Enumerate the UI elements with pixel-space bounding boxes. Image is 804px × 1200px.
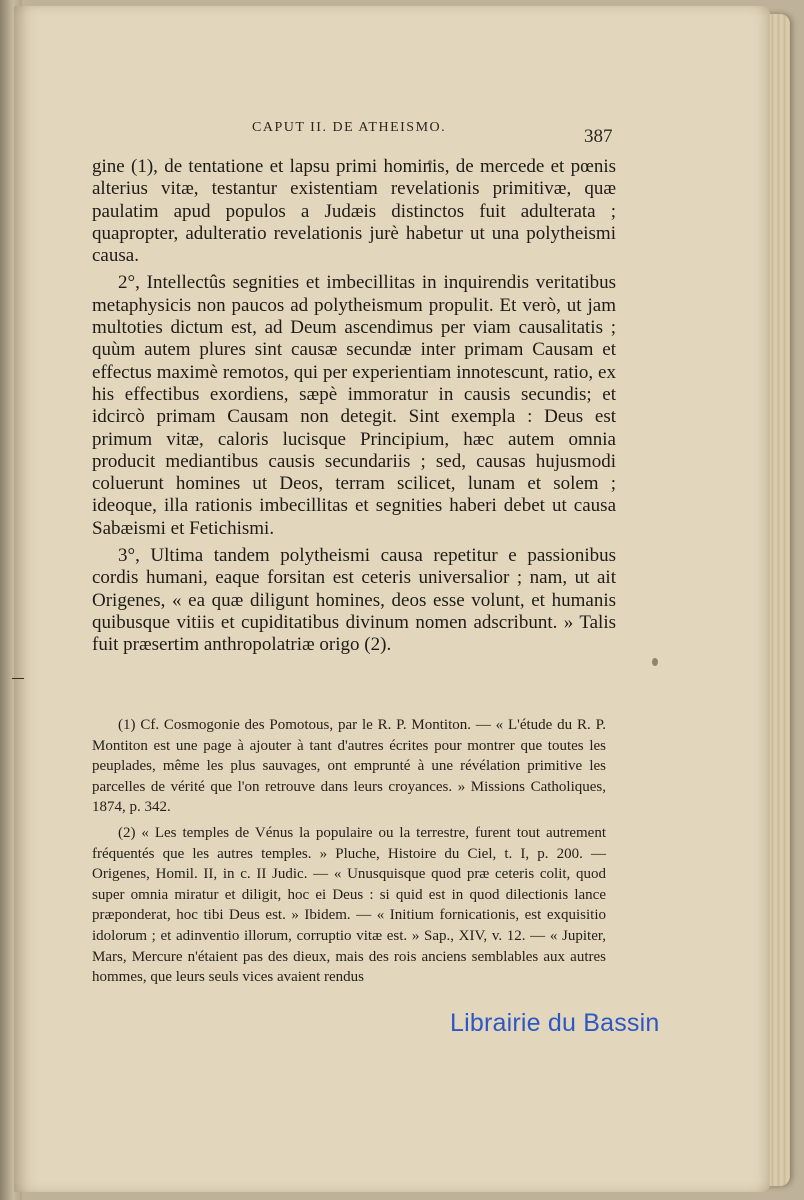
paper-spot	[652, 658, 658, 666]
body-text	[92, 156, 616, 657]
page-number: 387	[584, 126, 613, 147]
running-head: CAPUT II. DE ATHEISMO.	[252, 120, 447, 135]
paragraph-continued: gine (1), de tentatione et lapsu primi hominis, de mercede et pœnis alterius vitæ, testantur existentiam revelationis primitivæ, quæ paulatim apud populos a Judæis distinctos fuit adulterata ; quapropter, adulteratio revelationis jurè habetur ut una polytheismi causa.	[92, 156, 616, 267]
footnote-2: (2) « Les temples de Vénus la populaire ou la terrestre, furent tout autrement fréquentés que les autres temples. » Pluche, Histoire du Ciel, t. I, p. 200. — Origenes, Homil. II, in c. II Judic. — « Unusquisque quod præ ceteris colit, quod super omnia miratur et diligit, hoc ei Deus : si quid est in quod dilectionis lance præponderat, hoc tibi Deus est. » Ibidem. — « Initium fornicationis, est exquisitio idolorum ; et adinventio illorum, corruptio vitæ est. » Sap., XIV, v. 12. — « Jupiter, Mars, Mercure n'étaient pas des dieux, mais des rois anciens semblables aux autres hommes, que leurs seuls vices avaient rendus	[92, 824, 606, 986]
footnote-1: (1) Cf. Cosmogonie des Pomotous, par le R. P. Montiton. — « L'étude du R. P. Montiton est une page à ajouter à tant d'autres écrites pour montrer que toutes les peuplades, même les plus sauvages, ont emprunté à une révélation primitive les parcelles de vérité que l'on retrouve dans leurs croyances. » Missions Catholiques, 1874, p. 342.	[92, 717, 606, 816]
paragraph-3: 3°, Ultima tandem polytheismi causa repetitur e passionibus cordis humani, eaque forsitan est ceteris universalior ; nam, ut ait Origenes, « ea quæ diligunt homines, deos esse volunt, et humanis quibusque vitiis et cupiditatibus divinum nomen adscribunt. » Talis fuit præsertim anthropolatriæ origo (2).	[92, 545, 616, 656]
watermark-text: Librairie du Bassin	[450, 1009, 660, 1037]
paragraph-2: 2°, Intellectûs segnities et imbecillitas in inquirendis veritatibus metaphysicis non paucos ad polytheismum propulit. Et verò, ut jam multoties dictum est, ad Deum ascendimus per viam causalitatis ; quùm autem plures sint causæ secundæ inter primam Causam et effectus maximè remotos, qui per experientiam innotescunt, ratio, ex his effectibus exordiens, sæpè immoratur in causis secundis; et idcircò primam Causam non detegit. Sint exempla : Deus est primum vitæ, caloris lucisque Principium, hæc autem omnia producit mediantibus causis secundariis ; sed, causas hujusmodi coluerunt homines ut Deos, terram scilicet, lunam et solem ; ideoque, illa rationis imbecillitas et segnities haberi debet ut causa Sabæismi et Fetichismi.	[92, 272, 616, 539]
margin-mark	[12, 678, 24, 679]
footnotes	[92, 715, 606, 988]
